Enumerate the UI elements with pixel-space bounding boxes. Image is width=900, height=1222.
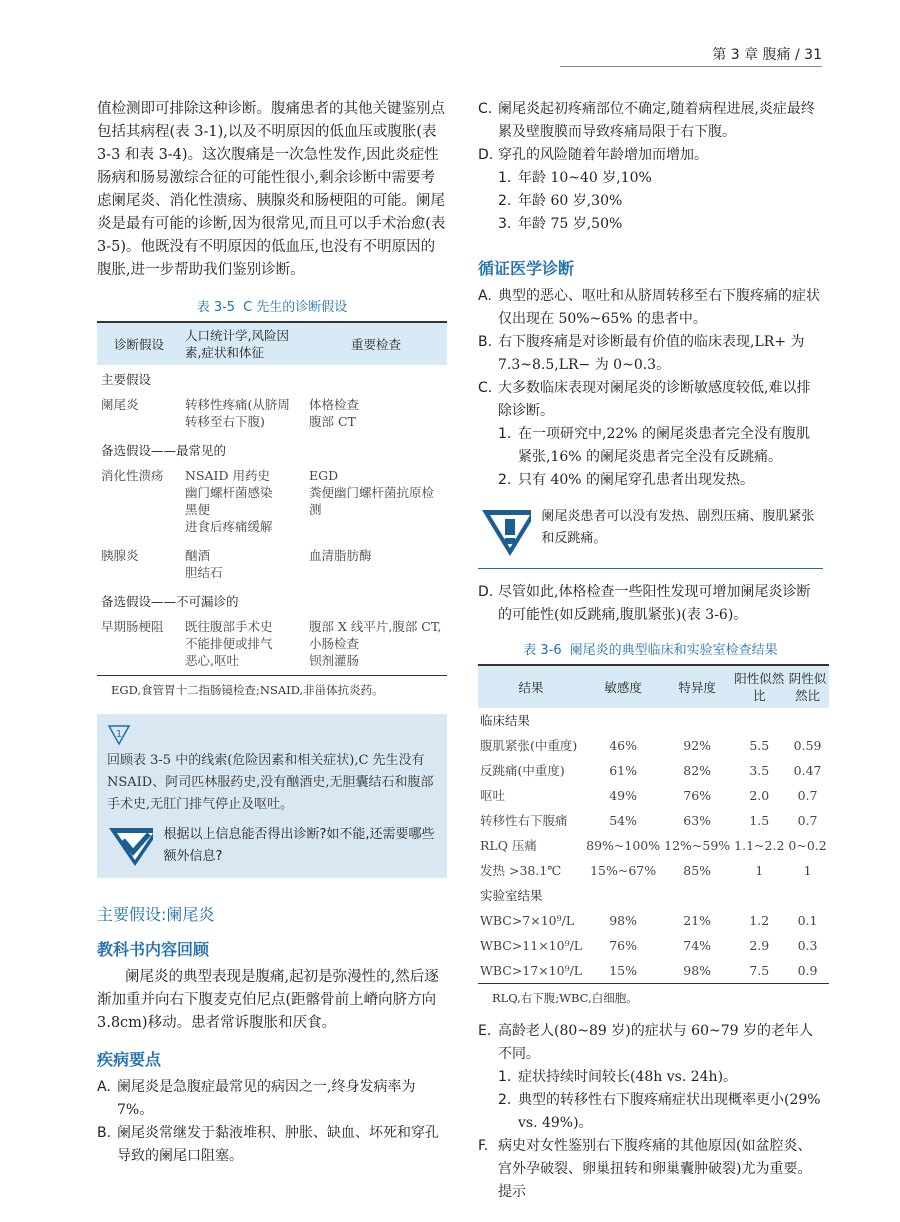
table-cell: 92% bbox=[683, 738, 712, 753]
table-cell: 2.0 bbox=[749, 788, 770, 803]
table-cell: 0.9 bbox=[797, 963, 818, 978]
table-cell: 0.3 bbox=[797, 938, 818, 953]
list-text: 阑尾炎起初疼痛部位不确定,随着病程进展,炎症最终累及壁腹膜而导致疼痛局限于右下腹。 bbox=[498, 101, 815, 140]
table-cell: 1.1~2.2 bbox=[734, 838, 785, 853]
list-item-f bbox=[478, 1135, 823, 1204]
checkmark-logo-icon bbox=[107, 824, 153, 868]
table-cell: 85% bbox=[683, 863, 712, 878]
header-rule bbox=[560, 66, 822, 67]
table-cell: 76% bbox=[683, 788, 712, 803]
table-row bbox=[478, 733, 829, 758]
table-cell-dx: 早期肠梗阻 bbox=[101, 619, 164, 634]
list-marker: 2. bbox=[498, 1092, 512, 1108]
table-section-row bbox=[478, 883, 829, 908]
table-cell: 74% bbox=[683, 938, 712, 953]
ebm-c-sublist bbox=[478, 423, 823, 492]
table-section-row bbox=[97, 587, 447, 612]
col-header: 诊断假设 bbox=[97, 322, 181, 365]
table-cell: 反跳痛(中重度) bbox=[480, 763, 565, 778]
table-cell: 15% bbox=[609, 963, 638, 978]
section-title: 备选假设——最常见的 bbox=[101, 443, 227, 458]
elderly-subitem bbox=[478, 1066, 823, 1089]
table-cell: 0.47 bbox=[793, 763, 822, 778]
age-risk-item bbox=[478, 167, 823, 190]
list-marker: 1. bbox=[498, 170, 512, 186]
table-row bbox=[478, 783, 829, 808]
warning-box bbox=[478, 506, 823, 569]
list-item-c bbox=[478, 98, 823, 144]
table-title: 阑尾炎的典型临床和实验室检查结果 bbox=[569, 643, 778, 658]
ebm-c-subitem bbox=[478, 469, 823, 492]
table-row bbox=[478, 858, 829, 883]
section-heading-textbook-review: 教科书内容回顾 bbox=[97, 940, 210, 959]
table-cell: 0.7 bbox=[797, 788, 818, 803]
col-header: 阴性似然比 bbox=[786, 665, 828, 708]
table-row bbox=[478, 958, 829, 984]
section-title: 实验室结果 bbox=[480, 888, 543, 903]
table-cell-dx: 消化性溃疡 bbox=[101, 468, 164, 483]
table-cell-dx: 胰腺炎 bbox=[101, 548, 139, 563]
list-marker: 2. bbox=[498, 193, 512, 209]
age-risk-item bbox=[478, 213, 823, 236]
list-marker: 1. bbox=[498, 1069, 512, 1085]
table-cell: WBC>17×10⁹/L bbox=[480, 963, 583, 978]
table-cell-test: 腹部 X 线平片,腹部 CT,小肠检查 钡剂灌肠 bbox=[309, 619, 442, 668]
triangle-number-icon bbox=[107, 724, 131, 746]
list-text: 只有 40% 的阑尾穿孔患者出现发热。 bbox=[518, 472, 755, 488]
section-heading-ebm: 循证医学诊断 bbox=[478, 259, 575, 278]
table-3-6-caption bbox=[478, 639, 823, 658]
section-title: 主要假设 bbox=[101, 372, 152, 387]
list-text: 大多数临床表现对阑尾炎的诊断敏感度较低,难以排除诊断。 bbox=[498, 380, 811, 419]
list-text: 阑尾炎是急腹症最常见的病因之一,终身发病率为 7%。 bbox=[117, 1079, 416, 1118]
table-cell: 89%~100% bbox=[586, 838, 661, 853]
list-text: 年龄 10~40 岁,10% bbox=[518, 170, 652, 186]
table-cell: 54% bbox=[609, 813, 638, 828]
table-cell: 0.7 bbox=[797, 813, 818, 828]
table-cell: 98% bbox=[683, 963, 712, 978]
table-3-5-footnote: EGD,食管胃十二指肠镜检查;NSAID,非甾体抗炎药。 bbox=[111, 683, 384, 697]
table-number: 表 3-5 bbox=[196, 300, 236, 315]
table-row bbox=[97, 390, 447, 436]
table-cell: 1 bbox=[755, 863, 764, 878]
question-context: 回顾表 3-5 中的线索(危险因素和相关症状),C 先生没有 NSAID、阿司匹林服药史,没有酗酒史,无胆囊结石和腹部手术史,无肛门排气停止及呕吐。 bbox=[107, 753, 434, 812]
table-cell: 转移性右下腹痛 bbox=[480, 813, 568, 828]
table-row bbox=[478, 808, 829, 833]
question-number-row bbox=[107, 724, 437, 746]
col-header: 特异度 bbox=[662, 665, 732, 708]
table-3-6 bbox=[478, 664, 829, 984]
list-marker: C. bbox=[478, 101, 493, 117]
table-cell: 49% bbox=[609, 788, 638, 803]
table-cell: WBC>7×10⁹/L bbox=[480, 913, 575, 928]
intro-paragraph: 值检测即可排除这种诊断。腹痛患者的其他关键鉴别点包括其病程(表 3-1),以及不明原因的低血压或腹胀(表 3-3 和表 3-4)。这次腹痛是一次急性发作,因此炎症性肠病和肠易激综合征的可能性很小,剩余诊断中需要考虑阑尾炎、消化性溃疡、胰腺炎和肠梗阻的可能。阑尾炎是最有可能的诊断,因为很常见,而且可以手术治愈(表 3-5)。他既没有不明原因的低血压,也没有不明原因的腹胀,进一步帮助我们鉴别诊断。 bbox=[97, 101, 446, 278]
table-cell-dx: 阑尾炎 bbox=[101, 397, 139, 412]
table-cell-risk: 转移性疼痛(从脐周转移至右下腹) bbox=[185, 397, 290, 429]
ebm-item bbox=[478, 285, 823, 331]
table-3-6-footnote: RLQ,右下腹;WBC,白细胞。 bbox=[492, 991, 638, 1005]
table-cell: 7.5 bbox=[749, 963, 770, 978]
col-header: 结果 bbox=[478, 665, 584, 708]
table-row bbox=[97, 541, 447, 587]
warning-text: 阑尾炎患者可以没有发热、剧烈压痛、腹肌紧张和反跳痛。 bbox=[541, 509, 815, 546]
page-header: 第 3 章 腹痛 / 31 bbox=[712, 47, 822, 63]
list-text: 尽管如此,体格检查一些阳性发现可增加阑尾炎诊断的可能性(如反跳痛,腹肌紧张)(表 3-6)。 bbox=[498, 584, 811, 623]
table-section-row bbox=[97, 436, 447, 461]
table-cell: 0.1 bbox=[797, 913, 818, 928]
table-cell: 46% bbox=[609, 738, 638, 753]
table-cell: 1.5 bbox=[749, 813, 770, 828]
list-marker: 2. bbox=[498, 472, 512, 488]
table-row bbox=[478, 758, 829, 783]
table-number: 表 3-6 bbox=[523, 643, 562, 658]
col-header: 重要检查 bbox=[305, 322, 447, 365]
list-item-e bbox=[478, 1020, 823, 1066]
table-cell: RLQ 压痛 bbox=[480, 838, 537, 853]
table-cell: 1 bbox=[803, 863, 812, 878]
warning-icon bbox=[478, 506, 531, 558]
table-cell: 发热 >38.1℃ bbox=[480, 863, 562, 878]
list-text: 年龄 75 岁,50% bbox=[518, 216, 623, 232]
list-text: 穿孔的风险随着年龄增加而增加。 bbox=[498, 147, 708, 163]
table-cell-test: 体格检查 腹部 CT bbox=[309, 397, 360, 429]
table-cell: 0~0.2 bbox=[788, 838, 827, 853]
table-cell: 5.5 bbox=[749, 738, 770, 753]
list-marker: D. bbox=[478, 147, 494, 163]
table-cell: 61% bbox=[609, 763, 638, 778]
table-cell: 腹肌紧张(中重度) bbox=[480, 738, 578, 753]
elderly-sublist bbox=[478, 1066, 823, 1135]
section-heading-main-hypothesis: 主要假设:阑尾炎 bbox=[97, 905, 215, 924]
table-3-5-caption bbox=[97, 296, 447, 315]
section-title: 临床结果 bbox=[480, 713, 531, 728]
list-marker: C. bbox=[478, 380, 493, 396]
table-cell: 0.59 bbox=[793, 738, 822, 753]
list-marker: D. bbox=[478, 584, 494, 600]
table-row bbox=[97, 461, 447, 541]
table-cell: 63% bbox=[683, 813, 712, 828]
ebm-list bbox=[478, 285, 823, 423]
list-text: 在一项研究中,22% 的阑尾炎患者完全没有腹肌紧张,16% 的阑尾炎患者完全没有反跳痛。 bbox=[518, 426, 811, 465]
table-cell-risk: 酗酒 胆结石 bbox=[185, 548, 223, 580]
table-cell: 76% bbox=[609, 938, 638, 953]
elderly-subitem bbox=[478, 1089, 823, 1135]
table-cell-test: 血清脂肪酶 bbox=[309, 548, 372, 563]
table-cell: WBC>11×10⁹/L bbox=[480, 938, 583, 953]
list-marker: B. bbox=[478, 334, 493, 350]
list-text: 病史对女性鉴别右下腹疼痛的其他原因(如盆腔炎、宫外孕破裂、卵巢扭转和卵巢囊肿破裂)尤为重要。提示 bbox=[498, 1138, 812, 1200]
list-text: 典型的转移性右下腹疼痛症状出现概率更小(29% vs. 49%)。 bbox=[518, 1092, 821, 1131]
list-marker: 1. bbox=[498, 426, 512, 442]
list-text: 阑尾炎常继发于黏液堆积、肿胀、缺血、坏死和穿孔导致的阑尾口阻塞。 bbox=[117, 1125, 439, 1164]
table-cell: 3.5 bbox=[749, 763, 770, 778]
list-marker: E. bbox=[478, 1023, 492, 1039]
list-item-d bbox=[478, 144, 823, 167]
table-row bbox=[478, 833, 829, 858]
table-cell: 2.9 bbox=[749, 938, 770, 953]
list-text: 典型的恶心、呕吐和从脐周转移至右下腹疼痛的症状仅出现在 50%~65% 的患者中。 bbox=[498, 288, 820, 327]
section-heading-key-points: 疾病要点 bbox=[97, 1050, 162, 1069]
right-column bbox=[478, 98, 827, 1204]
table-cell: 21% bbox=[683, 913, 712, 928]
ebm-item bbox=[478, 377, 823, 423]
col-header: 敏感度 bbox=[584, 665, 662, 708]
list-item-ebm-d bbox=[478, 581, 823, 627]
table-cell-test: EGD 粪便幽门螺杆菌抗原检测 bbox=[309, 468, 435, 517]
ebm-item bbox=[478, 331, 823, 377]
question-text: 根据以上信息能否得出诊断?如不能,还需要哪些额外信息? bbox=[163, 827, 435, 864]
col-header: 阳性似然比 bbox=[732, 665, 786, 708]
list-marker: 3. bbox=[498, 216, 512, 232]
col-header: 人口统计学,风险因素,症状和体征 bbox=[181, 322, 305, 365]
key-points-list bbox=[97, 1076, 447, 1168]
table-title: C 先生的诊断假设 bbox=[243, 300, 348, 315]
table-row bbox=[97, 612, 447, 676]
list-text: 年龄 60 岁,30% bbox=[518, 193, 623, 209]
table-section-row bbox=[478, 708, 829, 733]
list-text: 高龄老人(80~89 岁)的症状与 60~79 岁的老年人不同。 bbox=[498, 1023, 813, 1062]
review-paragraph: 阑尾炎的典型表现是腹痛,起初是弥漫性的,然后逐渐加重并向右下腹麦克伯尼点(距髂骨前上嵴向脐方向 3.8cm)移动。患者常诉腹胀和厌食。 bbox=[97, 969, 439, 1031]
list-text: 症状持续时间较长(48h vs. 24h)。 bbox=[518, 1069, 738, 1085]
list-marker: F. bbox=[478, 1138, 489, 1154]
list-marker: A. bbox=[97, 1079, 111, 1095]
table-cell: 98% bbox=[609, 913, 638, 928]
table-3-5 bbox=[97, 321, 447, 676]
key-point-item bbox=[97, 1076, 447, 1122]
table-cell: 82% bbox=[683, 763, 712, 778]
table-cell: 12%~59% bbox=[664, 838, 731, 853]
table-cell: 1.2 bbox=[749, 913, 770, 928]
table-row bbox=[478, 908, 829, 933]
list-marker: A. bbox=[478, 288, 492, 304]
table-row bbox=[478, 933, 829, 958]
list-marker: B. bbox=[97, 1125, 112, 1141]
question-row bbox=[107, 824, 437, 868]
table-cell: 呕吐 bbox=[480, 788, 506, 803]
question-box bbox=[97, 714, 447, 878]
question-number: 1 bbox=[115, 729, 123, 740]
left-column bbox=[97, 98, 447, 1168]
table-section-row bbox=[97, 365, 447, 390]
table-cell-risk: NSAID 用药史 幽门螺杆菌感染 黑便 进食后疼痛缓解 bbox=[185, 468, 273, 534]
section-title: 备选假设——不可漏诊的 bbox=[101, 594, 239, 609]
age-risk-item bbox=[478, 190, 823, 213]
age-risk-sublist bbox=[478, 167, 823, 236]
ebm-c-subitem bbox=[478, 423, 823, 469]
list-text: 右下腹疼痛是对诊断最有价值的临床表现,LR+ 为 7.3~8.5,LR− 为 0~0.3。 bbox=[498, 334, 805, 373]
table-cell: 15%~67% bbox=[590, 863, 657, 878]
table-cell-risk: 既往腹部手术史 不能排便或排气 恶心,呕吐 bbox=[185, 619, 273, 668]
key-point-item bbox=[97, 1122, 447, 1168]
